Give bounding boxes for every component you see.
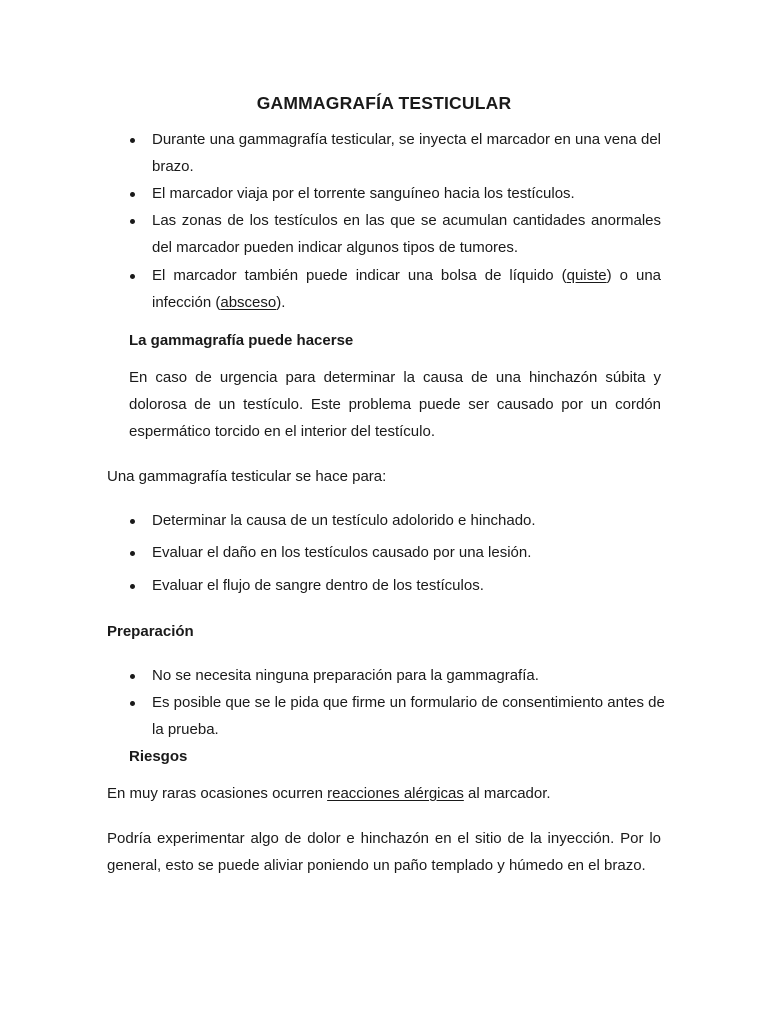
list-item: Evaluar el daño en los testículos causado por una lesión. xyxy=(152,544,532,561)
intro-bullet-4-line-1 xyxy=(152,266,661,285)
list-item: No se necesita ninguna preparación para la gammagrafía. xyxy=(152,667,539,684)
section-heading-preparation: Preparación xyxy=(107,623,194,640)
allergic-reactions-link[interactable]: reacciones alérgicas xyxy=(327,785,464,802)
quiste-link[interactable]: quiste xyxy=(566,267,607,284)
intro-bullet-3-line-1: Las zonas de los testículos en las que se acumulan cantidades anormales xyxy=(152,212,661,229)
risks-paragraph-2-line-2: general, esto se puede aliviar poniendo un paño templado y húmedo en el brazo. xyxy=(107,857,646,874)
intro-bullet-4-line-2 xyxy=(152,293,285,312)
intro-bullet-3-line-2: del marcador pueden indicar algunos tipos de tumores. xyxy=(152,239,519,256)
page-title: GAMMAGRAFÍA TESTICULAR xyxy=(256,93,512,113)
purpose-intro: Una gammagrafía testicular se hace para: xyxy=(107,468,387,485)
bullet-dot xyxy=(130,584,135,589)
list-item: Evaluar el flujo de sangre dentro de los testículos. xyxy=(152,577,484,594)
intro-bullet-4-text: infección ( xyxy=(152,294,221,311)
bullet-dot xyxy=(130,701,135,706)
intro-bullet-4-text: ). xyxy=(276,294,286,311)
absceso-link[interactable]: absceso xyxy=(220,294,277,311)
bullet-dot xyxy=(130,192,135,197)
intro-bullet-2: El marcador viaja por el torrente sanguíneo hacia los testículos. xyxy=(152,185,575,202)
intro-bullet-1-line-2: brazo. xyxy=(152,158,194,175)
intro-bullet-4-text: El marcador también puede indicar una bolsa de líquido ( xyxy=(152,267,567,284)
risks-text: En muy raras ocasiones ocurren xyxy=(107,785,328,802)
bullet-dot xyxy=(130,551,135,556)
intro-bullet-4-text: ) o una xyxy=(606,267,661,284)
when-paragraph-line-3: espermático torcido en el interior del testículo. xyxy=(129,423,435,440)
list-item-line-2: la prueba. xyxy=(152,721,219,738)
bullet-dot xyxy=(130,274,135,279)
when-paragraph-line-2: dolorosa de un testículo. Este problema puede ser causado por un cordón xyxy=(129,396,661,413)
bullet-dot xyxy=(130,219,135,224)
risks-paragraph-1 xyxy=(107,784,551,803)
list-item-line-1: Es posible que se le pida que firme un formulario de consentimiento antes de xyxy=(152,694,665,711)
section-heading-when: La gammagrafía puede hacerse xyxy=(129,332,354,349)
risks-text: al marcador. xyxy=(463,785,551,802)
when-paragraph-line-1: En caso de urgencia para determinar la causa de una hinchazón súbita y xyxy=(129,369,661,386)
risks-paragraph-2-line-1: Podría experimentar algo de dolor e hinchazón en el sitio de la inyección. Por lo xyxy=(107,830,661,847)
list-item: Determinar la causa de un testículo adolorido e hinchado. xyxy=(152,512,536,529)
intro-bullet-1-line-1: Durante una gammagrafía testicular, se inyecta el marcador en una vena del xyxy=(152,131,661,148)
bullet-dot xyxy=(130,519,135,524)
bullet-dot xyxy=(130,674,135,679)
section-heading-risks: Riesgos xyxy=(129,748,188,765)
bullet-dot xyxy=(130,138,135,143)
